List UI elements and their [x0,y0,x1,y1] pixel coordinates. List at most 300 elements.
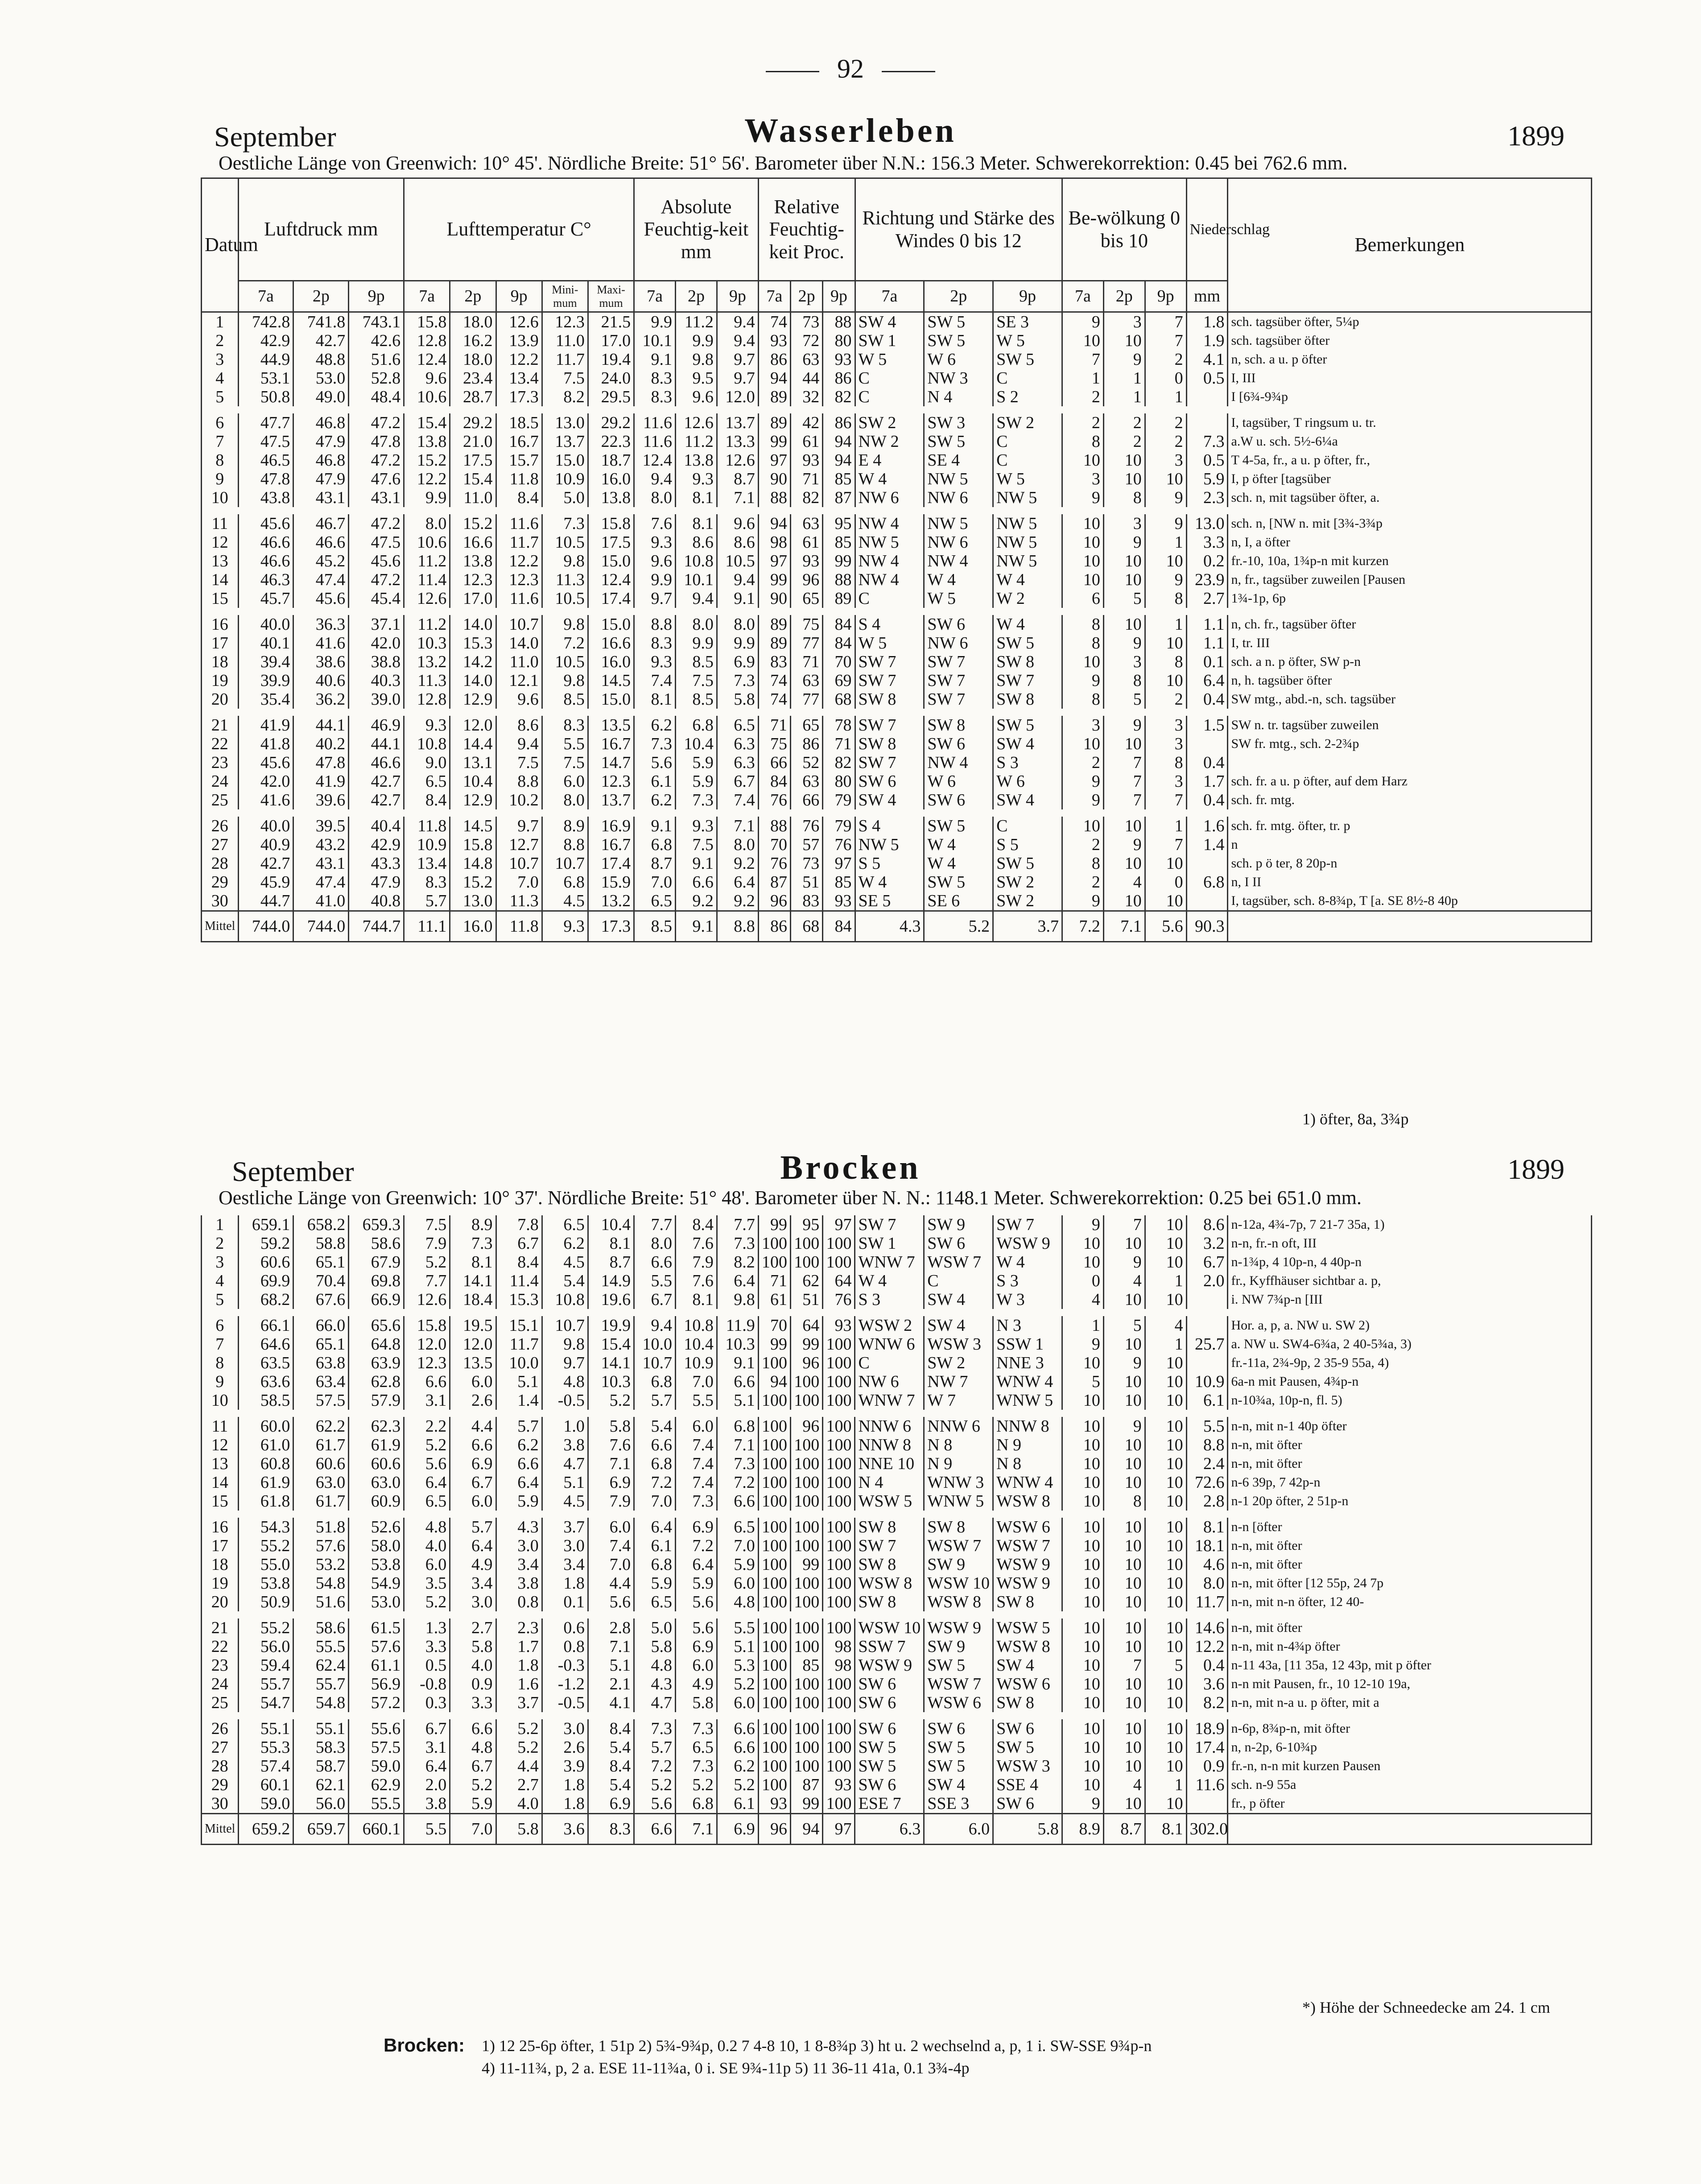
cell: 9.1 [634,817,676,835]
cell: SW 8 [855,690,924,709]
cell: NW 4 [855,570,924,589]
cell: n-n, fr.-n oft, III [1228,1234,1592,1253]
cell: C [855,388,924,406]
cell: 13.5 [588,716,634,735]
cell: WSW 8 [924,1593,993,1611]
cell: 13.5 [450,1354,496,1372]
cell: 46.8 [293,451,349,470]
cell: 12.3 [588,772,634,791]
cell: 28.7 [450,388,496,406]
cell: 7.5 [496,753,542,772]
cell: 0.4 [1186,791,1228,809]
cell: 9 [1103,634,1145,652]
cell: 5.7 [496,1417,542,1436]
cell: 7.3 [717,671,758,690]
cell: WNW 4 [993,1372,1062,1391]
mean-cell [1228,1814,1592,1845]
cell: 12.6 [496,312,542,332]
mean-cell: 8.7 [1103,1814,1145,1845]
cell: 46.8 [293,413,349,432]
cell: 7.3 [717,1234,758,1253]
cell: 9.6 [717,514,758,533]
subhead-18: 2p [1103,281,1145,312]
cell: 53.2 [293,1555,349,1574]
cell: 17.0 [450,589,496,608]
cell: 61.9 [238,1473,293,1492]
cell: n, ch. fr., tagsüber öfter [1228,615,1592,634]
cell: 6.3 [717,735,758,753]
cell: n, n-2p, 6-10¾p [1228,1738,1592,1757]
cell: W 5 [993,470,1062,488]
cell: 50.8 [238,388,293,406]
cell: 12.3 [450,570,496,589]
cell: SSW 7 [855,1637,924,1656]
cell: 10.3 [588,1372,634,1391]
cell: S 4 [855,817,924,835]
cell: 100 [791,1593,823,1611]
cell: 11.3 [404,671,450,690]
cell: 46.3 [238,570,293,589]
cell: 17.5 [450,451,496,470]
cell: 9.4 [717,331,758,350]
cell: 8 [1062,690,1103,709]
cell: 9 [1062,1215,1103,1234]
cell: 9.8 [542,1335,588,1354]
cell: 9.2 [717,892,758,911]
cell: 10 [1062,1253,1103,1272]
cell: NW 6 [855,488,924,507]
cell: 1 [1103,369,1145,388]
cell: 100 [758,1473,790,1492]
data-row [202,1492,1592,1511]
cell: 3.1 [404,1738,450,1757]
cell: S 3 [855,1290,924,1309]
cell: 100 [823,1536,855,1555]
cell: 58.6 [293,1618,349,1637]
cell: 14.6 [1186,1618,1228,1637]
cell: 10 [1145,1436,1186,1454]
cell: 10 [1103,1675,1145,1693]
cell: SW 1 [855,331,924,350]
cell: 5 [202,388,239,406]
cell: 10 [1062,1675,1103,1693]
cell: 63.0 [293,1473,349,1492]
cell: 5.4 [588,1738,634,1757]
cell: 15 [202,589,239,608]
cell: 2.2 [404,1417,450,1436]
cell: 85 [823,533,855,552]
cell: 6.7 [1186,1253,1228,1272]
cell: 1.8 [542,1574,588,1593]
cell: 7.3 [542,514,588,533]
cell: 17 [202,634,239,652]
cell: 5.6 [404,1454,450,1473]
cell: NNW 6 [855,1417,924,1436]
data-row [202,1637,1592,1656]
cell: 60.6 [238,1253,293,1272]
cell: 7.0 [496,873,542,892]
cell: 96 [758,892,790,911]
cell: 0.2 [1186,552,1228,570]
cell: SW 6 [855,772,924,791]
cell: 10 [1145,1290,1186,1309]
cell: 10.9 [404,835,450,854]
col-niederschlag: Niederschlag [1186,178,1228,281]
cell: 77 [791,690,823,709]
cell: 9 [1062,892,1103,911]
cell: SW 8 [855,1555,924,1574]
cell: 4.8 [634,1656,676,1675]
cell: 2 [1062,835,1103,854]
cell: 5.6 [676,1593,717,1611]
cell: 10 [1103,1473,1145,1492]
cell: 10 [1062,1719,1103,1738]
cell: 47.8 [293,753,349,772]
cell: 4.6 [1186,1555,1228,1574]
cell: 15.7 [496,451,542,470]
cell: SW 9 [924,1637,993,1656]
data-row [202,514,1592,533]
cell: C [855,369,924,388]
cell: 9.9 [404,488,450,507]
data-row [202,350,1592,369]
cell: 12.6 [404,1290,450,1309]
cell: 9.8 [542,552,588,570]
cell: 3.3 [1186,533,1228,552]
cell: 6.7 [717,772,758,791]
cell: SW 5 [924,1757,993,1775]
cell: 10 [1145,892,1186,911]
mean-cell: 5.5 [404,1814,450,1845]
cell: sch. tagsüber öfter [1228,331,1592,350]
cell: 10 [1103,1234,1145,1253]
cell: 2.1 [588,1675,634,1693]
cell: 32 [791,388,823,406]
mean-cell: 659.2 [238,1814,293,1845]
cell: 44.7 [238,892,293,911]
cell: 6.0 [450,1492,496,1511]
cell: 6.6 [404,1372,450,1391]
cell: WSW 6 [993,1675,1062,1693]
cell: 21.5 [588,312,634,332]
cell: 10 [1062,1417,1103,1436]
cell: 6.8 [542,873,588,892]
cell: 100 [758,1354,790,1372]
cell: 11.2 [404,615,450,634]
cell: SW 4 [924,1290,993,1309]
cell: 100 [791,1574,823,1593]
cell: 6.8 [676,716,717,735]
cell: WSW 7 [924,1675,993,1693]
cell: 4.0 [496,1794,542,1814]
cell: 25.7 [1186,1335,1228,1354]
cell: 93 [823,1316,855,1335]
cell: 76 [823,835,855,854]
subhead-1: 2p [293,281,349,312]
cell: 57.2 [349,1693,404,1712]
cell: NW 5 [924,470,993,488]
cell: 7.2 [542,634,588,652]
cell: 6.4 [404,1757,450,1775]
cell: 5.5 [634,1272,676,1290]
cell: 1 [1145,1775,1186,1794]
cell: sch. p ö ter, 8 20p-n [1228,854,1592,873]
cell: 8 [1145,589,1186,608]
subhead-16: 9p [993,281,1062,312]
cell: 1 [1145,817,1186,835]
cell: 26 [202,1719,239,1738]
cell: 8.3 [634,388,676,406]
cell: 55.2 [238,1618,293,1637]
cell: SW 5 [855,1757,924,1775]
cell: n-11 43a, [11 35a, 12 43p, mit p öfter [1228,1656,1592,1675]
cell: 13.8 [588,488,634,507]
cell: 12.2 [1186,1637,1228,1656]
cell: 19.9 [588,1316,634,1335]
cell: N 3 [993,1316,1062,1335]
cell: 95 [823,514,855,533]
cell: 7.1 [717,817,758,835]
cell: n-n, mit öfter [1228,1436,1592,1454]
cell: SSE 4 [993,1775,1062,1794]
cell: 100 [823,1372,855,1391]
cell: 87 [758,873,790,892]
cell: 9 [1145,570,1186,589]
cell: 3.8 [542,1436,588,1454]
cell: -0.5 [542,1693,588,1712]
cell: 5 [1103,1316,1145,1335]
cell: 10 [1103,1536,1145,1555]
cell: 9.4 [717,312,758,332]
cell: WSW 5 [993,1618,1062,1637]
cell: 7.4 [676,1454,717,1473]
cell: 8.0 [717,835,758,854]
cell: 10 [1103,1335,1145,1354]
data-row [202,1473,1592,1492]
cell: 659.1 [238,1215,293,1234]
cell: n-n, mit öfter [1228,1536,1592,1555]
cell: 6a-n mit Pausen, 4¾p-n [1228,1372,1592,1391]
cell: NW 5 [993,552,1062,570]
cell: 100 [823,1738,855,1757]
cell: 7.6 [676,1234,717,1253]
cell: 30 [202,892,239,911]
cell: W 5 [855,634,924,652]
cell: 6.2 [542,1234,588,1253]
cell [1186,1354,1228,1372]
cell: 85 [823,470,855,488]
cell: 58.3 [293,1738,349,1757]
mean-cell: 5.8 [496,1814,542,1845]
cell: 10 [1145,1454,1186,1473]
cell: 10 [1062,1492,1103,1511]
cell: 94 [758,369,790,388]
cell: 10 [1145,1391,1186,1410]
cell: SSW 1 [993,1335,1062,1354]
cell: 7.4 [717,791,758,809]
cell: 55.7 [293,1675,349,1693]
cell: 11.6 [496,514,542,533]
cell: 7.4 [634,671,676,690]
cell: sch. n, mit tagsüber öfter, a. [1228,488,1592,507]
cell: 1.5 [1186,716,1228,735]
cell: 24 [202,772,239,791]
cell: 11 [202,514,239,533]
cell: N 9 [993,1436,1062,1454]
cell: 5.2 [634,1775,676,1794]
cell: 15.8 [588,514,634,533]
cell [1228,753,1592,772]
cell: 9.1 [717,1354,758,1372]
cell: 62.3 [349,1417,404,1436]
cell: 16 [202,1518,239,1536]
mean-cell: 94 [791,1814,823,1845]
cell: 9.7 [717,350,758,369]
cell: 6.5 [542,1215,588,1234]
cell: 22 [202,735,239,753]
cell: 9.8 [542,671,588,690]
cell: 74 [758,671,790,690]
cell: 3.3 [450,1693,496,1712]
cell: 9.2 [676,892,717,911]
cell: 55.0 [238,1555,293,1574]
cell: NW 5 [855,533,924,552]
cell: 100 [791,1234,823,1253]
cell: 6 [202,413,239,432]
cell: 7.9 [404,1234,450,1253]
cell: 10 [1145,1518,1186,1536]
cell: 73 [791,312,823,332]
cell: 65.6 [349,1316,404,1335]
cell: 1.1 [1186,634,1228,652]
cell: 98 [823,1656,855,1675]
cell: WSW 9 [993,1234,1062,1253]
cell: 15.4 [450,470,496,488]
cell: 59.0 [349,1757,404,1775]
col-wind: Richtung und Stärke des Windes 0 bis 12 [855,178,1062,281]
cell: 7.3 [676,1719,717,1738]
cell: 4.8 [450,1738,496,1757]
cell: 10 [1103,817,1145,835]
mean-cell: 3.7 [993,911,1062,942]
cell: SW 5 [924,817,993,835]
cell: 100 [823,1391,855,1410]
cell: i. NW 7¾p-n [III [1228,1290,1592,1309]
cell: 60.9 [349,1492,404,1511]
cell: 10.6 [404,533,450,552]
cell: 47.2 [349,514,404,533]
data-row [202,634,1592,652]
cell: 52 [791,753,823,772]
cell: 39.5 [293,817,349,835]
cell: 2.8 [588,1618,634,1637]
data-row [202,1574,1592,1593]
cell: 11.6 [634,413,676,432]
cell: 5.9 [676,753,717,772]
cell: 58.8 [293,1234,349,1253]
cell: SW 7 [924,671,993,690]
cell: NW 6 [855,1372,924,1391]
cell: 63 [791,514,823,533]
mean-cell: 744.7 [349,911,404,942]
cell: 3 [1103,514,1145,533]
data-row [202,873,1592,892]
cell: n-1¾p, 4 10p-n, 4 40p-n [1228,1253,1592,1272]
cell: 97 [758,552,790,570]
cell: 46.5 [238,451,293,470]
cell: SW 1 [855,1234,924,1253]
cell: 8.8 [542,835,588,854]
cell: 1.3 [404,1618,450,1637]
cell: 5.8 [634,1637,676,1656]
cell: 7 [1145,331,1186,350]
cell: 62.1 [293,1775,349,1794]
cell: 10 [1062,817,1103,835]
cell: 42.7 [349,791,404,809]
cell: 47.2 [349,570,404,589]
cell: 86 [758,350,790,369]
cell: 2.0 [404,1775,450,1794]
cell: 11.2 [404,552,450,570]
cell: 61.0 [238,1436,293,1454]
cell: 8 [202,1354,239,1372]
cell: 10 [1145,1738,1186,1757]
cell: 1.1 [1186,615,1228,634]
cell: 10 [1145,1675,1186,1693]
cell: 14 [202,570,239,589]
cell: 8 [1103,1492,1145,1511]
data-row [202,1372,1592,1391]
cell: SW 7 [993,1215,1062,1234]
cell: 59.0 [238,1794,293,1814]
cell: C [993,432,1062,451]
data-row [202,1417,1592,1436]
cell: W 4 [993,570,1062,589]
cell: 11.2 [676,432,717,451]
cell: 14.5 [588,671,634,690]
mean-cell: 7.2 [1062,911,1103,942]
cell: 12.2 [496,350,542,369]
cell: W 4 [855,1272,924,1290]
cell: 62 [791,1272,823,1290]
cell: 40.2 [293,735,349,753]
cell: 7 [1145,835,1186,854]
cell: fr.-10, 10a, 1¾p-n mit kurzen [1228,552,1592,570]
cell: 2.6 [542,1738,588,1757]
data-row [202,413,1592,432]
cell: 7.3 [676,1492,717,1511]
cell: 51 [791,1290,823,1309]
cell: 13.8 [404,432,450,451]
b-year: 1899 [1507,1153,1565,1185]
cell: NW 4 [924,552,993,570]
cell: 10 [1145,1372,1186,1391]
cell: 40.6 [293,671,349,690]
cell: 8.4 [496,488,542,507]
cell: 9 [1062,1794,1103,1814]
cell: 65.1 [293,1335,349,1354]
cell: 94 [823,432,855,451]
cell: SW 6 [993,1794,1062,1814]
cell: sch. n, [NW n. mit [3¾-3¾p [1228,514,1592,533]
cell: 51 [791,873,823,892]
cell: n-n, mit öfter [1228,1618,1592,1637]
cell: 8.6 [496,716,542,735]
cell: 39.9 [238,671,293,690]
cell: 6.0 [450,1372,496,1391]
cell: 87 [823,488,855,507]
cell: 36.2 [293,690,349,709]
